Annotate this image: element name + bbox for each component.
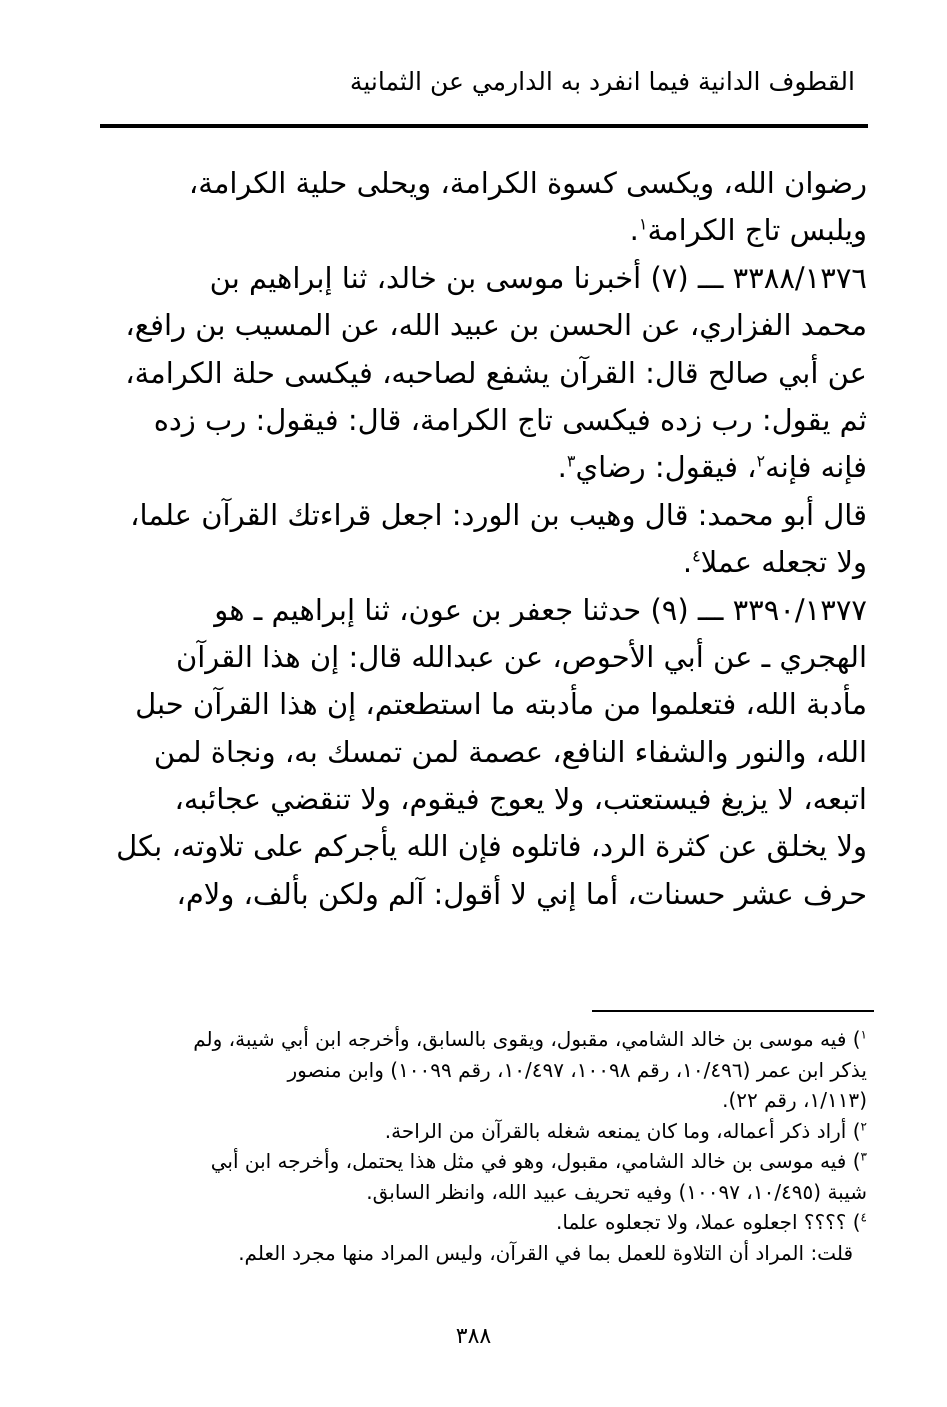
text-line [99, 444, 867, 491]
footnote-number: ٢ [860, 1118, 867, 1133]
footnote-ref: ٢ [756, 451, 766, 471]
page-number: ٣٨٨ [455, 1324, 492, 1349]
text-segment: ولا تجعله عملا [700, 545, 867, 580]
footnote-3: $^٣$) فيه موسى بن خالد الشامي، مقبول، وهو في مثل هذا يحتمل، وأخرجه ابن أبي [210, 1149, 867, 1173]
text-line: الهجري ـ عن أبي الأحوص، عن عبدالله قال: إن هذا القرآن [175, 639, 867, 674]
footnote-text: فيه موسى بن خالد الشامي، مقبول، وهو في مثل هذا يحتمل، وأخرجه ابن أبي [210, 1149, 847, 1173]
hadith-entry-1376: ٣٣٨٨/١٣٧٦ ـــ (٧) أخبرنا موسى بن خالد، ثنا إبراهيم بن [209, 260, 867, 295]
footnote-number: ٤ [860, 1210, 867, 1225]
footnote-text: فيه موسى بن خالد الشامي، مقبول، ويقوى بالسابق، وأخرجه ابن أبي شيبة، ولم [193, 1027, 847, 1051]
footnote-ref: ٤ [692, 546, 701, 566]
text-line: مأدبة الله، فتعلموا من مأدبته ما استطعتم، إن هذا القرآن حبل [135, 687, 867, 722]
header-rule [100, 124, 868, 128]
text-segment: فإنه فإنه [765, 450, 867, 485]
hadith-entry-1377: ٣٣٩٠/١٣٧٧ ـــ (٩) حدثنا جعفر بن عون، ثنا إبراهيم ـ هو [214, 592, 867, 627]
text-line: الله، والنور والشفاء النافع، عصمة لمن تمسك به، ونجاة لمن [153, 734, 867, 769]
footnote-4: $^٤$) ؟؟؟؟ اجعلوه عملا، ولا تجعلوه علما. [556, 1210, 867, 1234]
footnote-text: ؟؟؟؟ اجعلوه عملا، ولا تجعلوه علما. [556, 1210, 847, 1234]
text-line: حرف عشر حسنات، أما إني لا أقول: آلم ولكن بألف، ولام، [176, 876, 867, 911]
footnote-1: $^١$) فيه موسى بن خالد الشامي، مقبول، ويقوى بالسابق، وأخرجه ابن أبي شيبة، ولم [193, 1027, 867, 1051]
footnote-text-line: شيبة (١٠/٤٩٥، ١٠٠٩٧) وفيه تحريف عبيد الله، وانظر السابق. [366, 1179, 867, 1204]
text-line: عن أبي صالح قال: القرآن يشفع لصاحبه، فيكسى حلة الكرامة، [125, 355, 867, 390]
text-line: اتبعه، لا يزيغ فيستعتب، ولا يعوج فيقوم، ولا تنقضي عجائبه، [174, 782, 867, 817]
footnote-number: ٣ [860, 1149, 867, 1164]
text-line: ثم يقول: رب زده فيكسى تاج الكرامة، قال: فيقول: رب زده [153, 402, 867, 437]
text-line: محمد الفزاري، عن الحسن بن عبيد الله، عن المسيب بن رافع، [125, 308, 867, 343]
text-line [99, 539, 867, 586]
text-segment: ويلبس تاج الكرامة [647, 213, 867, 248]
footnote-2: $^٢$) أراد ذكر أعماله، وما كان يمنعه شغله بالقرآن من الراحة. [384, 1118, 867, 1143]
footnote-ref: ٣ [566, 451, 576, 471]
footnote-separator [592, 1010, 874, 1012]
footnote-text: أراد ذكر أعماله، وما كان يمنعه شغله بالقرآن من الراحة. [384, 1118, 847, 1143]
footnote-number: ١ [860, 1027, 867, 1042]
footnote-text-line: يذكر ابن عمر (١٠/٤٩٦، رقم ١٠٠٩٨، ١٠/٤٩٧، رقم ١٠٠٩٩) وابن منصور [287, 1057, 867, 1082]
footnote-text-line: قلت: المراد أن التلاوة للعمل بما في القرآن، وليس المراد منها مجرد العلم. [238, 1240, 853, 1265]
footnote-text-line: (١/١١٣، رقم ٢٢). [722, 1088, 867, 1112]
text-segment: . [557, 450, 567, 485]
text-segment: ، فيقول: رضاي [575, 450, 757, 485]
footnotes [92, 1024, 867, 1268]
text-segment: . [629, 213, 639, 248]
running-header: القطوف الدانية فيما انفرد به الدارمي عن الثمانية [349, 67, 855, 96]
text-line: ولا يخلق عن كثرة الرد، فاتلوه فإن الله يأجركم على تلاوته، بكل [116, 829, 867, 864]
text-line: قال أبو محمد: قال وهيب بن الورد: اجعل قراءتك القرآن علما، [130, 497, 867, 532]
text-line: رضوان الله، ويكسى كسوة الكرامة، ويحلى حلية الكرامة، [188, 166, 867, 200]
text-segment: . [682, 545, 693, 580]
main-text [99, 160, 867, 918]
text-line [99, 207, 867, 254]
footnote-ref: ١ [638, 214, 648, 234]
